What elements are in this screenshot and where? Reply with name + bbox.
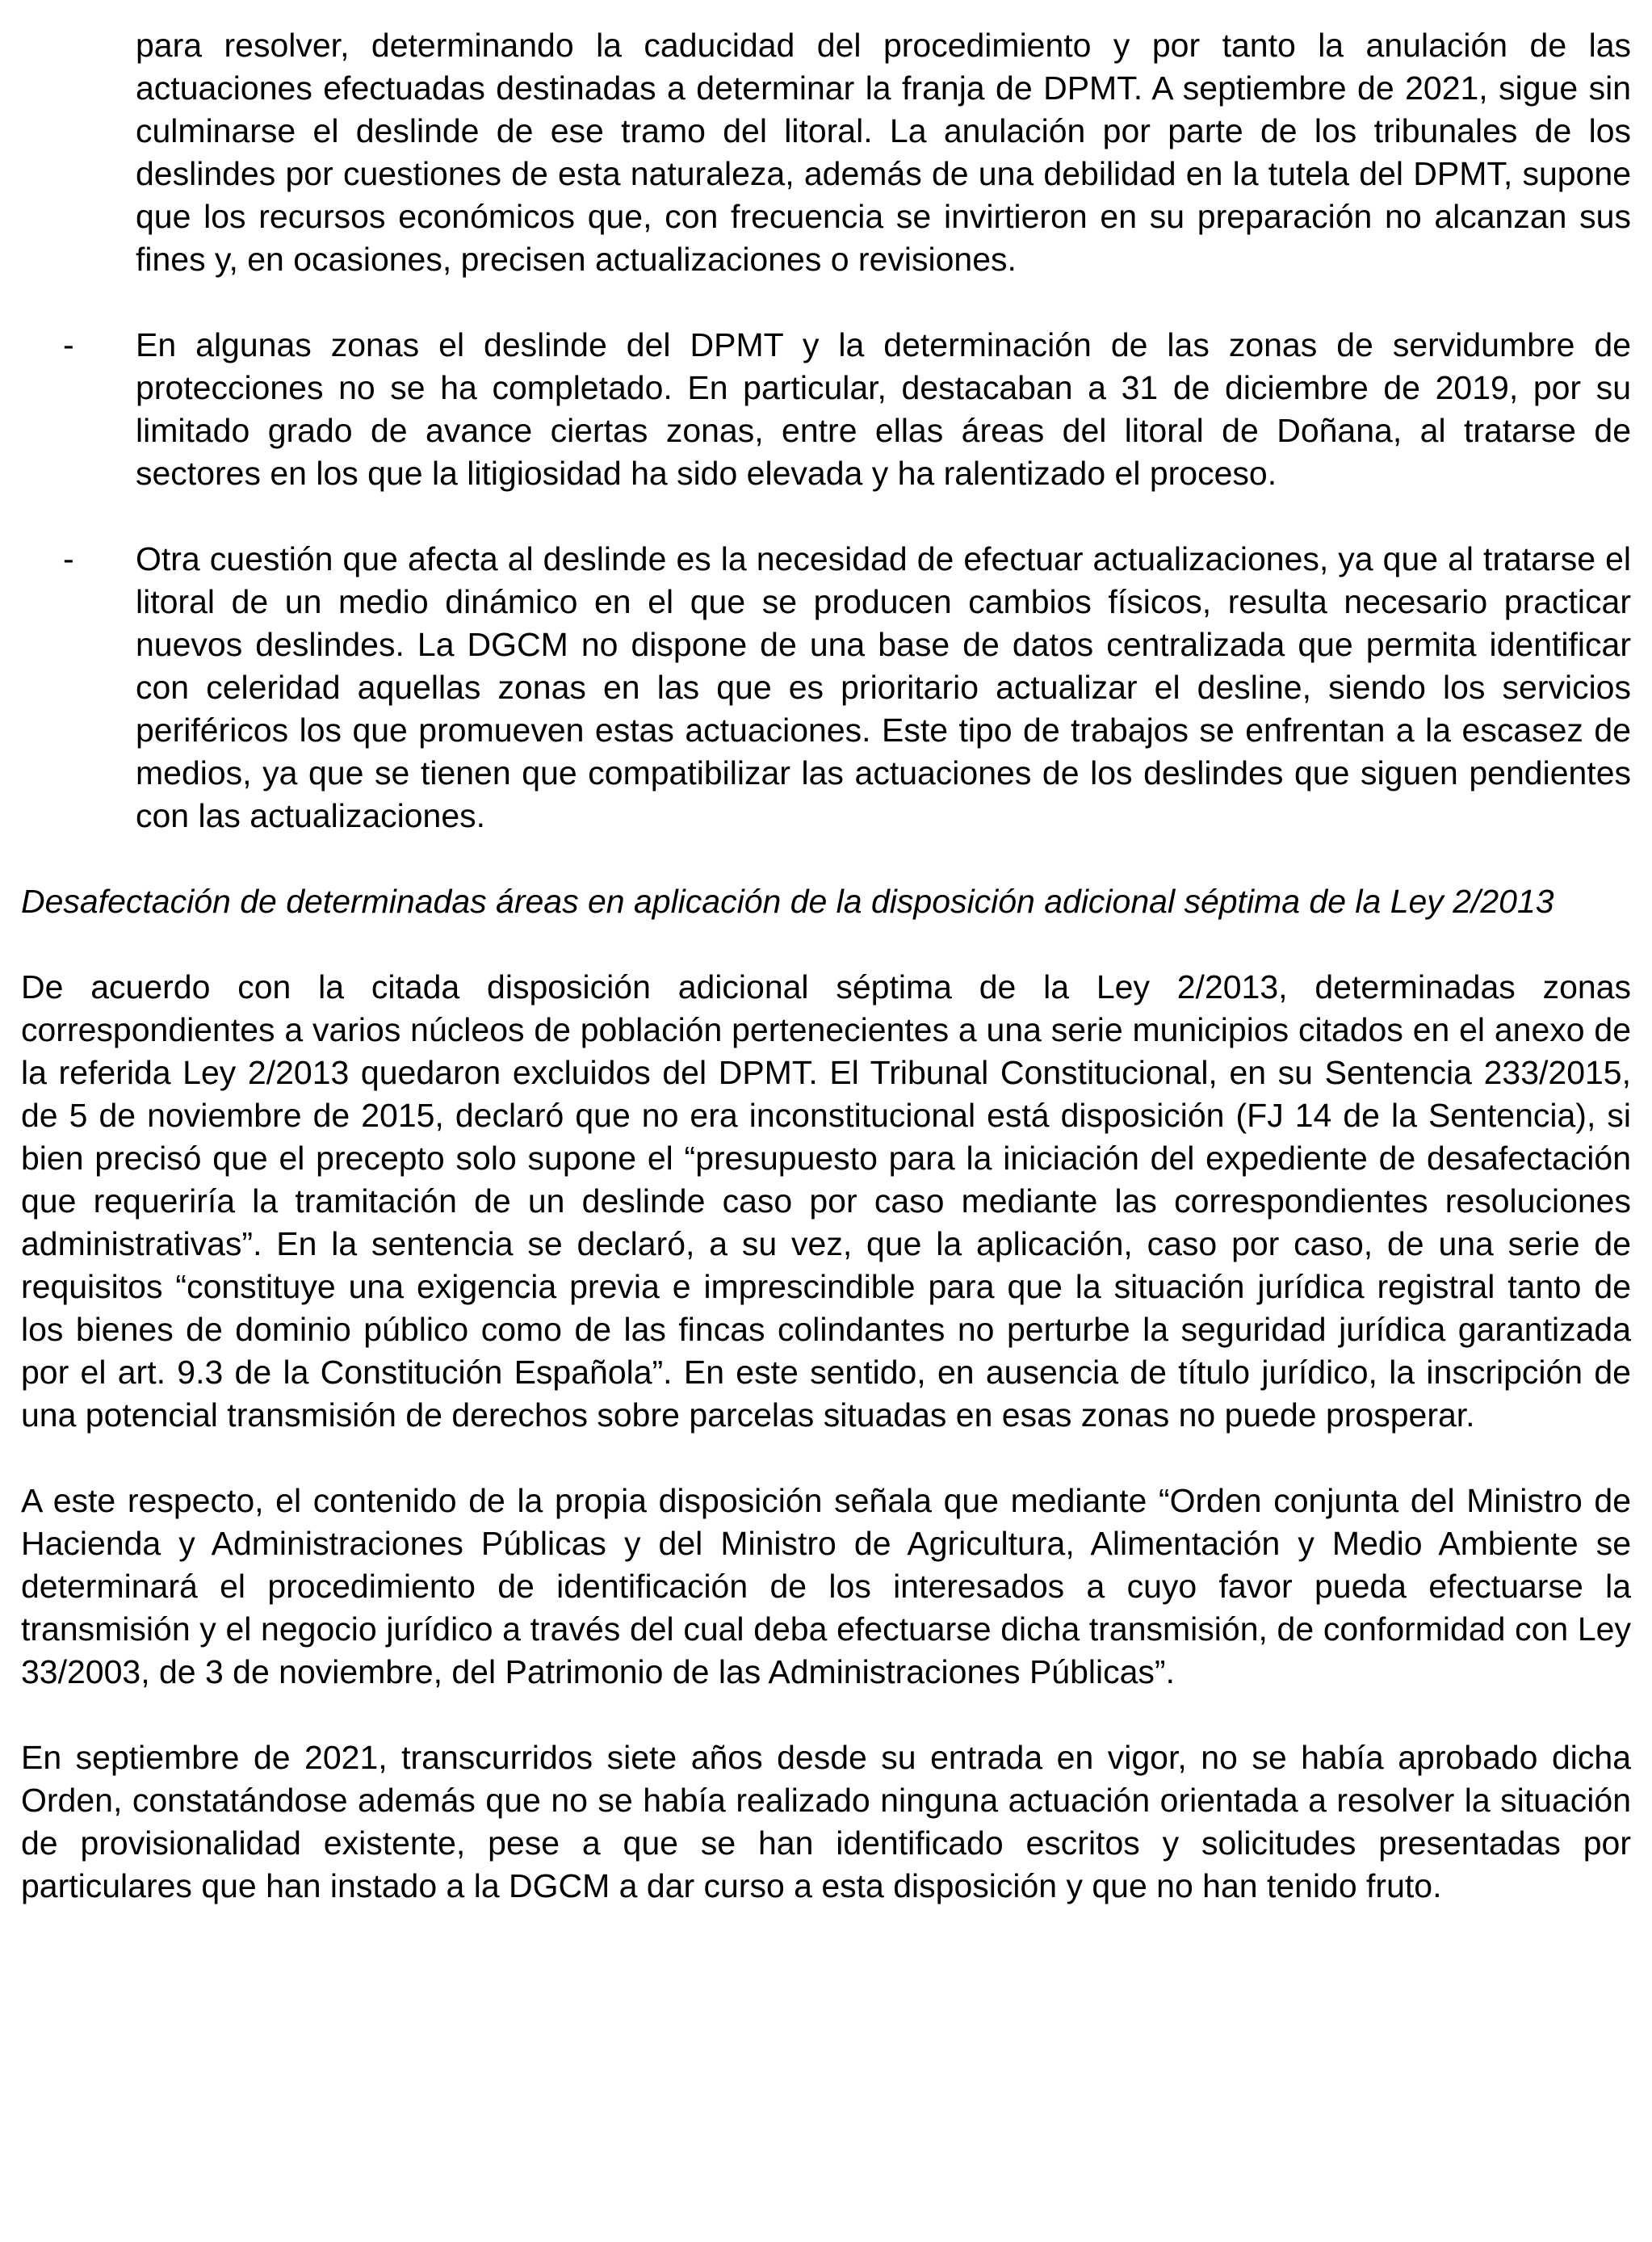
body-paragraph: En septiembre de 2021, transcurridos siete años desde su entrada en vigor, no se había aprobado dicha Orden, constatándose además que no se había realizado ninguna actuación orientada a resolver la situación de provisionalidad existente, pese a que se han identificado escritos y solicitudes presentadas por particulares que han instado a la DGCM a dar curso a esta disposición y que no han tenido fruto. [21,1739,1631,1904]
dash-bullet: - [63,326,74,363]
section-heading: Desafectación de determinadas áreas en aplicación de la disposición adicional séptima de la Ley 2/2013 [21,883,1554,920]
dash-bullet: - [63,540,74,577]
continuation-paragraph: para resolver, determinando la caducidad del procedimiento y por tanto la anulación de las actuaciones efectuadas destinadas a determinar la franja de DPMT. A septiembre de 2021, sigue sin culminarse el deslinde de ese tramo del litoral. La anulación por parte de los tribunales de los deslindes por cuestiones de esta naturaleza, además de una debilidad en la tutela del DPMT, supone que los recursos económicos que, con frecuencia se invirtieron en su preparación no alcanzan sus fines y, en ocasiones, precisen actualizaciones o revisiones. [136,27,1631,278]
list-item [21,324,1631,495]
body-paragraph: A este respecto, el contenido de la propia disposición señala que mediante “Orden conjunta del Ministro de Hacienda y Administraciones Públicas y del Ministro de Agricultura, Alimentación y Medio Ambiente se determinará el procedimiento de identificación de los interesados a cuyo favor pueda efectuarse la transmisión y el negocio jurídico a través del cual deba efectuarse dicha transmisión, de conformidad con Ley 33/2003, de 3 de noviembre, del Patrimonio de las Administraciones Públicas”. [21,1482,1631,1690]
list-item-text: Otra cuestión que afecta al deslinde es la necesidad de efectuar actualizaciones, ya que al tratarse el litoral de un medio dinámico en el que se producen cambios físicos, resulta necesario practicar nuevos deslindes. La DGCM no dispone de una base de datos centralizada que permita identificar con celeridad aquellas zonas en las que es prioritario actualizar el desline, siendo los servicios periféricos los que promueven estas actuaciones. Este tipo de trabajos se enfrentan a la escasez de medios, ya que se tienen que compatibilizar las actuaciones de los deslindes que siguen pendientes con las actualizaciones. [136,540,1631,834]
list-item-text: En algunas zonas el deslinde del DPMT y la determinación de las zonas de servidumbre de protecciones no se ha completado. En particular, destacaban a 31 de diciembre de 2019, por su limitado grado de avance ciertas zonas, entre ellas áreas del litoral de Doñana, al tratarse de sectores en los que la litigiosidad ha sido elevada y ha ralentizado el proceso. [136,326,1631,492]
body-paragraph: De acuerdo con la citada disposición adicional séptima de la Ley 2/2013, determinadas zonas correspondientes a varios núcleos de población pertenecientes a una serie municipios citados en el anexo de la referida Ley 2/2013 quedaron excluidos del DPMT. El Tribunal Constitucional, en su Sentencia 233/2015, de 5 de noviembre de 2015, declaró que no era inconstitucional está disposición (FJ 14 de la Sentencia), si bien precisó que el precepto solo supone el “presupuesto para la iniciación del expediente de desafectación que requeriría la tramitación de un deslinde caso por caso mediante las correspondientes resoluciones administrativas”. En la sentencia se declaró, a su vez, que la aplicación, caso por caso, de una serie de requisitos “constituye una exigencia previa e imprescindible para que la situación jurídica registral tanto de los bienes de dominio público como de las fincas colindantes no perturbe la seguridad jurídica garantizada por el art. 9.3 de la Constitución Española”. En este sentido, en ausencia de título jurídico, la inscripción de una potencial transmisión de derechos sobre parcelas situadas en esas zonas no puede prosperar. [21,968,1631,1434]
list-item [21,538,1631,838]
